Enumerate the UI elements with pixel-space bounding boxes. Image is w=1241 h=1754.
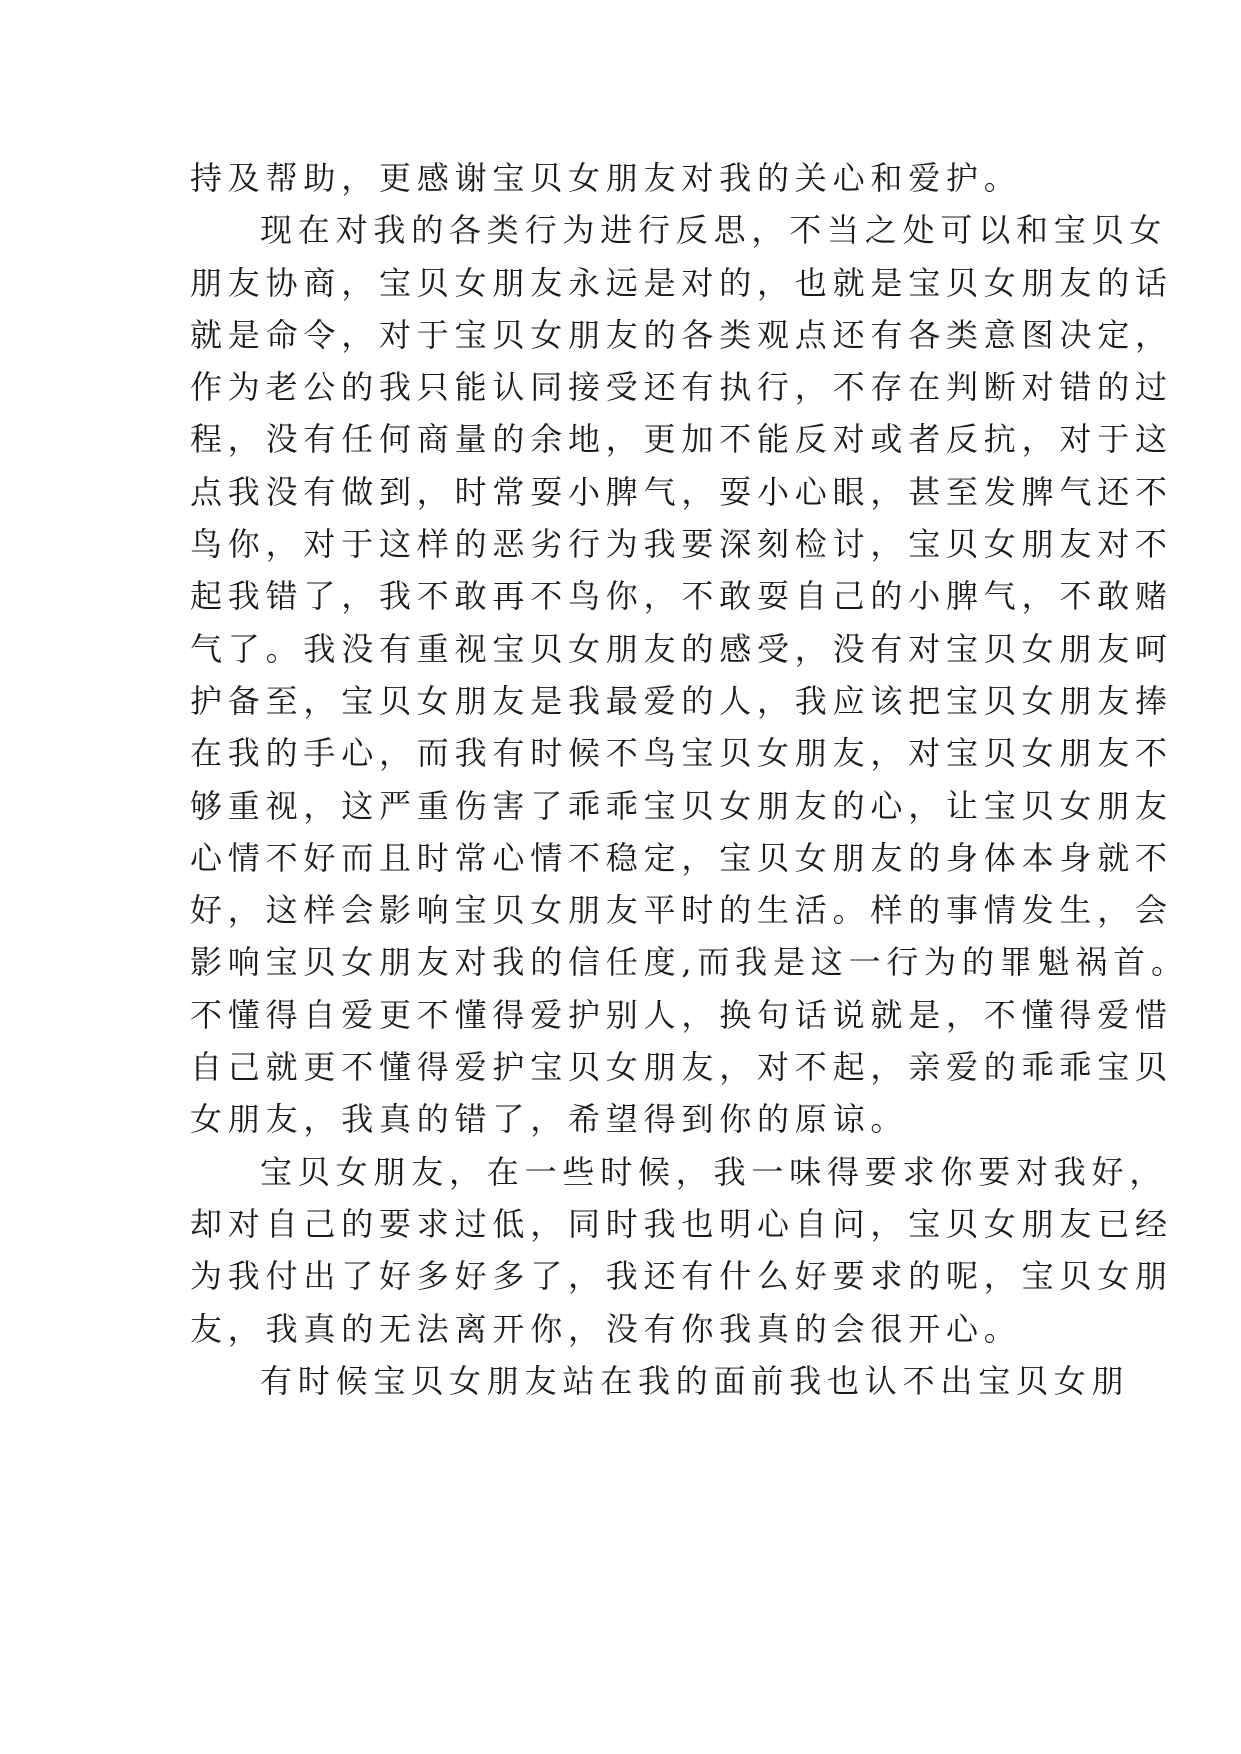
text-line: 有时候宝贝女朋友站在我的面前我也认不出宝贝女朋 <box>260 1361 1130 1400</box>
text-line: 护备至，宝贝女朋友是我最爱的人，我应该把宝贝女朋友捧 <box>190 681 1173 720</box>
text-line: 朋友协商，宝贝女朋友永远是对的，也就是宝贝女朋友的话 <box>190 263 1173 302</box>
text-line: 女朋友，我真的错了，希望得到你的原谅。 <box>190 1100 909 1139</box>
text-line: 起我错了，我不敢再不鸟你，不敢耍自己的小脾气，不敢赌 <box>190 577 1173 616</box>
text-line: 程，没有任何商量的余地，更加不能反对或者反抗，对于这 <box>190 420 1173 459</box>
text-line: 气了。我没有重视宝贝女朋友的感受，没有对宝贝女朋友呵 <box>190 629 1173 668</box>
text-line: 持及帮助，更感谢宝贝女朋友对我的关心和爱护。 <box>190 159 1022 197</box>
text-line: 作为老公的我只能认同接受还有执行，不存在判断对错的过 <box>190 368 1173 407</box>
text-line: 在我的手心，而我有时候不鸟宝贝女朋友，对宝贝女朋友不 <box>190 734 1173 773</box>
text-line: 够重视，这严重伤害了乖乖宝贝女朋友的心，让宝贝女朋友 <box>190 786 1173 825</box>
text-line: 心情不好而且时常心情不稳定，宝贝女朋友的身体本身就不 <box>190 838 1173 877</box>
text-line: 却对自己的要求过低，同时我也明心自问，宝贝女朋友已经 <box>190 1204 1173 1243</box>
text-line: 鸟你，对于这样的恶劣行为我要深刻检讨，宝贝女朋友对不 <box>190 525 1173 564</box>
text-line: 点我没有做到，时常耍小脾气，耍小心眼，甚至发脾气还不 <box>190 472 1173 511</box>
text-line: 不懂得自爱更不懂得爱护别人，换句话说就是，不懂得爱惜 <box>190 995 1173 1034</box>
text-line: 为我付出了好多好多了，我还有什么好要求的呢，宝贝女朋 <box>190 1257 1173 1296</box>
text-line: 就是命令，对于宝贝女朋友的各类观点还有各类意图决定， <box>190 315 1173 354</box>
text-line: 影响宝贝女朋友对我的信任度,而我是这一行为的罪魁祸首。 <box>190 943 1189 982</box>
text-line: 好，这样会影响宝贝女朋友平时的生活。样的事情发生，会 <box>190 891 1173 930</box>
text-line: 宝贝女朋友，在一些时候，我一味得要求你要对我好， <box>260 1152 1168 1191</box>
body-text <box>190 152 1189 1407</box>
text-line: 现在对我的各类行为进行反思，不当之处可以和宝贝女 <box>260 211 1168 250</box>
text-line: 自己就更不懂得爱护宝贝女朋友，对不起，亲爱的乖乖宝贝 <box>190 1048 1173 1087</box>
text-line: 友，我真的无法离开你，没有你我真的会很开心。 <box>190 1309 1022 1348</box>
